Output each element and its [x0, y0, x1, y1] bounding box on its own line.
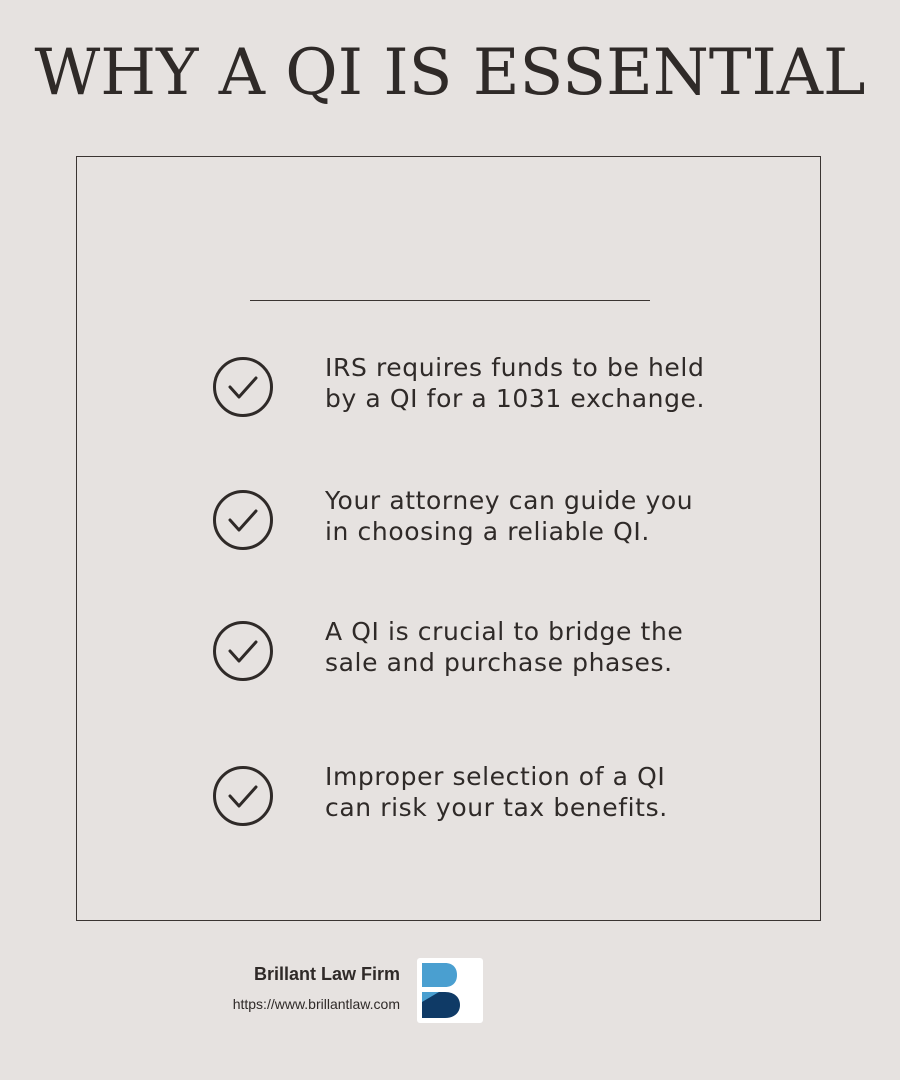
firm-name: Brillant Law Firm — [253, 964, 400, 984]
list-item-text — [325, 352, 755, 414]
divider-line — [250, 300, 650, 301]
list-item-text — [325, 485, 755, 547]
check-circle-icon — [212, 356, 274, 418]
page-title: WHY A QI IS ESSENTIAL — [34, 36, 866, 110]
logo-mark-icon — [417, 958, 483, 1023]
check-circle-icon — [212, 620, 274, 682]
list-item-line: by a QI for a 1031 exchange. — [325, 384, 706, 413]
list-item-line: Improper selection of a QI — [325, 762, 666, 791]
list-item-line: A QI is crucial to bridge the — [325, 617, 684, 646]
brillant-b-logo — [417, 958, 483, 1023]
firm-url-link[interactable]: https://www.brillantlaw.com — [232, 996, 400, 1012]
list-item-line: can risk your tax benefits. — [325, 793, 668, 822]
list-item-line: Your attorney can guide you — [325, 486, 694, 515]
list-item-line: IRS requires funds to be held — [325, 353, 705, 382]
check-circle-icon — [212, 765, 274, 827]
list-item-text — [325, 616, 755, 678]
list-item-line: sale and purchase phases. — [325, 648, 673, 677]
list-item-text — [325, 761, 755, 823]
check-circle-icon — [212, 489, 274, 551]
list-item-line: in choosing a reliable QI. — [325, 517, 650, 546]
